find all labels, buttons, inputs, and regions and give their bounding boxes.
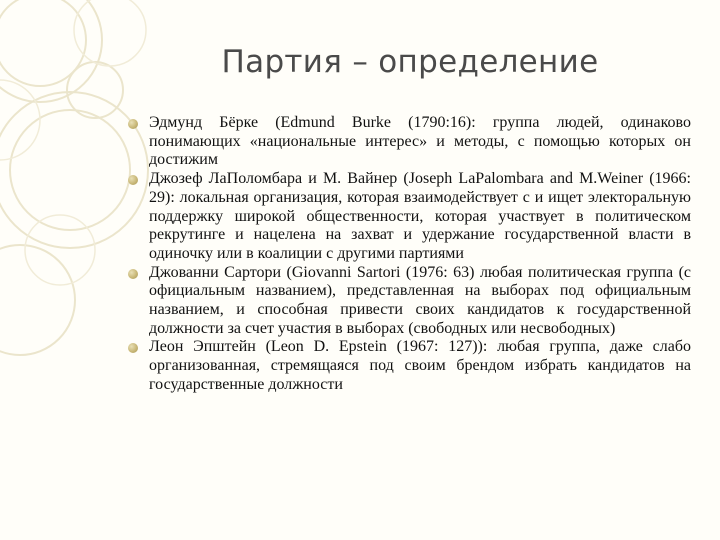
bullet-text: Леон Эпштейн (Leon D. Epstein (1967: 127)): любая группа, даже слабо организованная, стремящаяся под своим брендом избрать кандидатов на государственные должности xyxy=(149,338,691,393)
slide-title: Партия – определение xyxy=(221,44,599,80)
bullet-icon xyxy=(128,269,138,279)
list-item xyxy=(128,264,691,339)
bullet-text: Эдмунд Бёрке (Edmund Burke (1790:16): группа людей, одинаково понимающих «национальные интерес» и методы, с помощью которых он достижим xyxy=(149,114,691,169)
list-item xyxy=(128,338,691,394)
bullet-text: Джованни Сартори (Giovanni Sartori (1976: 63) любая политическая группа (с официальным названием), представленная на выборах под официальным названием, и способная привести своих кандидатов к государственной должности за счет участия в выборах (свободных или несвободных) xyxy=(149,263,691,337)
bullet-text: Джозеф ЛаПоломбара и М. Вайнер (Joseph LaPalombara and M.Weiner (1966: 29): локальная организация, которая взаимодействует с и ищет электоральную поддержку широкой общественности, которая участвует в политическом рекрутинге и нацелена на захват и удержание государственной власти в одиночку или в коалиции с другими партиями xyxy=(149,170,691,262)
bullet-icon xyxy=(128,343,138,353)
bullet-list xyxy=(128,114,691,395)
bullet-icon xyxy=(128,119,138,129)
bullet-icon xyxy=(128,175,138,185)
list-item xyxy=(128,170,691,264)
list-item xyxy=(128,114,691,170)
